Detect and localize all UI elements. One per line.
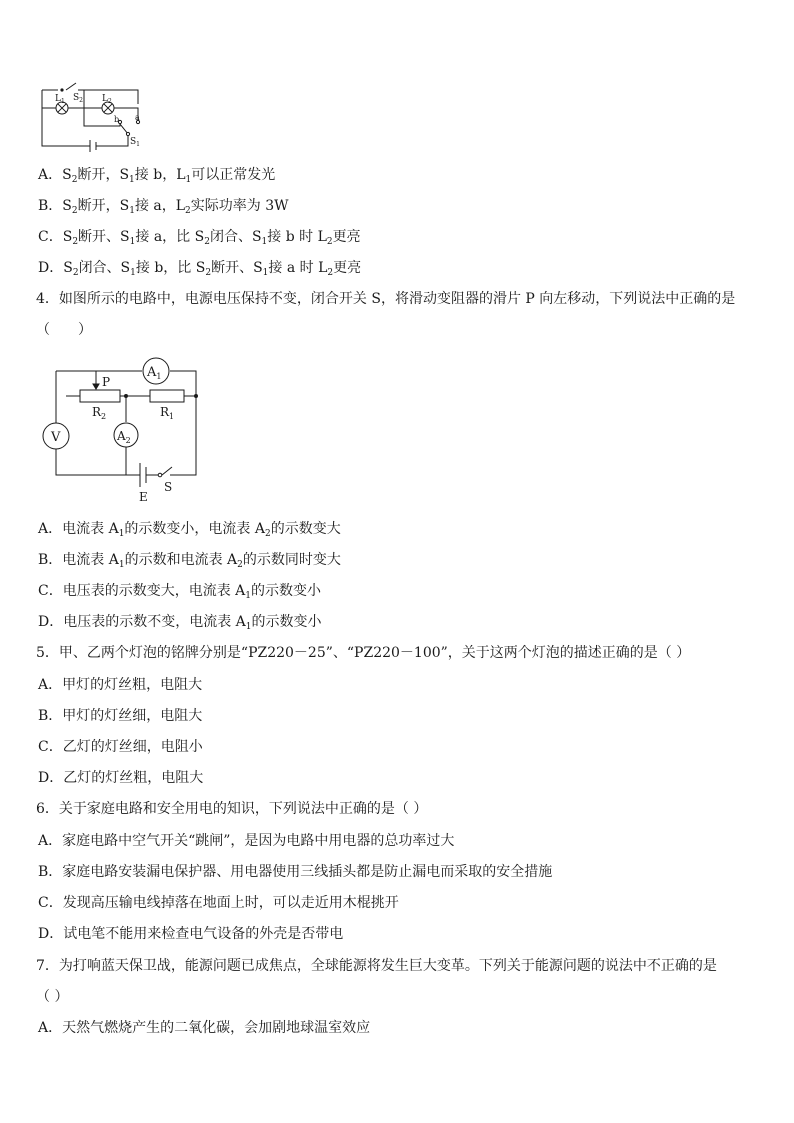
- q4-stem-paren: （ ）: [36, 322, 92, 338]
- q4-stem: 4．如图所示的电路中，电源电压保持不变，闭合开关 S，将滑动变阻器的滑片 P 向左移动，下列说法中正确的是: [36, 291, 736, 307]
- fig2-label-s: S: [164, 480, 173, 494]
- q6-option-a[interactable]: A．家庭电路中空气开关“跳闸”，是因为电路中用电器的总功率过大: [38, 833, 455, 849]
- q4-option-d[interactable]: D．电压表的示数不变，电流表 $A_1$的示数变小: [38, 614, 322, 632]
- q5-option-c[interactable]: C．乙灯的灯丝细，电阻小: [38, 739, 203, 755]
- q3-option-c[interactable]: C．$S_2$断开、$S_1$接 a，比 $S_2$闭合、$S_1$接 b 时 $L_2$更亮: [38, 229, 361, 247]
- fig1-label-l1: $L_1$: [55, 94, 65, 105]
- fig1-label-b: b: [114, 115, 120, 124]
- fig2-label-r1: $R_1$: [160, 405, 175, 421]
- fig1-label-a: a: [135, 113, 140, 122]
- fig2-label-p: P: [102, 375, 111, 389]
- q4-option-b[interactable]: B．电流表 $A_1$的示数和电流表 $A_2$的示数同时变大: [38, 552, 341, 570]
- q5-option-d[interactable]: D．乙灯的灯丝粗，电阻大: [38, 770, 204, 786]
- q5-stem: 5．甲、乙两个灯泡的铭牌分别是“PZ220－25”、“PZ220－100”，关于这两个灯泡的描述正确的是（ ）: [36, 645, 691, 661]
- q3-option-a[interactable]: A．$S_2$断开，$S_1$接 b，$L_1$可以正常发光: [38, 167, 276, 185]
- fig2-label-v: V: [51, 430, 61, 445]
- q6-option-b[interactable]: B．家庭电路安装漏电保护器、用电器使用三线插头都是防止漏电而采取的安全措施: [38, 864, 553, 880]
- q5-option-a[interactable]: A．甲灯的灯丝粗，电阻大: [38, 677, 203, 693]
- q7-option-a[interactable]: A．天然气燃烧产生的二氧化碳，会加剧地球温室效应: [38, 1020, 371, 1036]
- q4-option-a[interactable]: A．电流表 $A_1$的示数变小，电流表 $A_2$的示数变大: [38, 521, 341, 539]
- q3-option-b[interactable]: B．$S_2$断开，$S_1$接 a，$L_2$实际功率为 3W: [38, 198, 289, 216]
- fig1-label-s2: $S_2$: [73, 93, 83, 104]
- q4-option-c[interactable]: C．电压表的示数变大，电流表 $A_1$的示数变小: [38, 583, 322, 601]
- fig1-label-l2: $L_2$: [102, 94, 112, 105]
- fig2-label-a1: $A_1$: [147, 365, 162, 381]
- q7-stem-paren: （ ）: [36, 989, 69, 1005]
- fig2-label-a2: $A_2$: [117, 429, 131, 445]
- fig2-label-e: E: [139, 490, 148, 504]
- q3-circuit-figure: [36, 80, 146, 152]
- q5-option-b[interactable]: B．甲灯的灯丝细，电阻大: [38, 708, 203, 724]
- fig2-label-r2: $R_2$: [92, 405, 107, 421]
- q6-stem: 6．关于家庭电路和安全用电的知识，下列说法中正确的是（ ）: [36, 801, 428, 817]
- q7-stem: 7．为打响蓝天保卫战，能源问题已成焦点，全球能源将发生巨大变革。下列关于能源问题的说法中不正确的是: [36, 958, 717, 974]
- q4-circuit-figure: [36, 355, 206, 505]
- q3-option-d[interactable]: D．$S_2$闭合、$S_1$接 b，比 $S_2$断开、$S_1$接 a 时 $L_2$更亮: [38, 260, 362, 278]
- fig1-label-s1: $S_1$: [130, 137, 140, 148]
- q6-option-d[interactable]: D．试电笔不能用来检查电气设备的外壳是否带电: [38, 926, 344, 942]
- q6-option-c[interactable]: C．发现高压输电线掉落在地面上时，可以走近用木棍挑开: [38, 895, 399, 911]
